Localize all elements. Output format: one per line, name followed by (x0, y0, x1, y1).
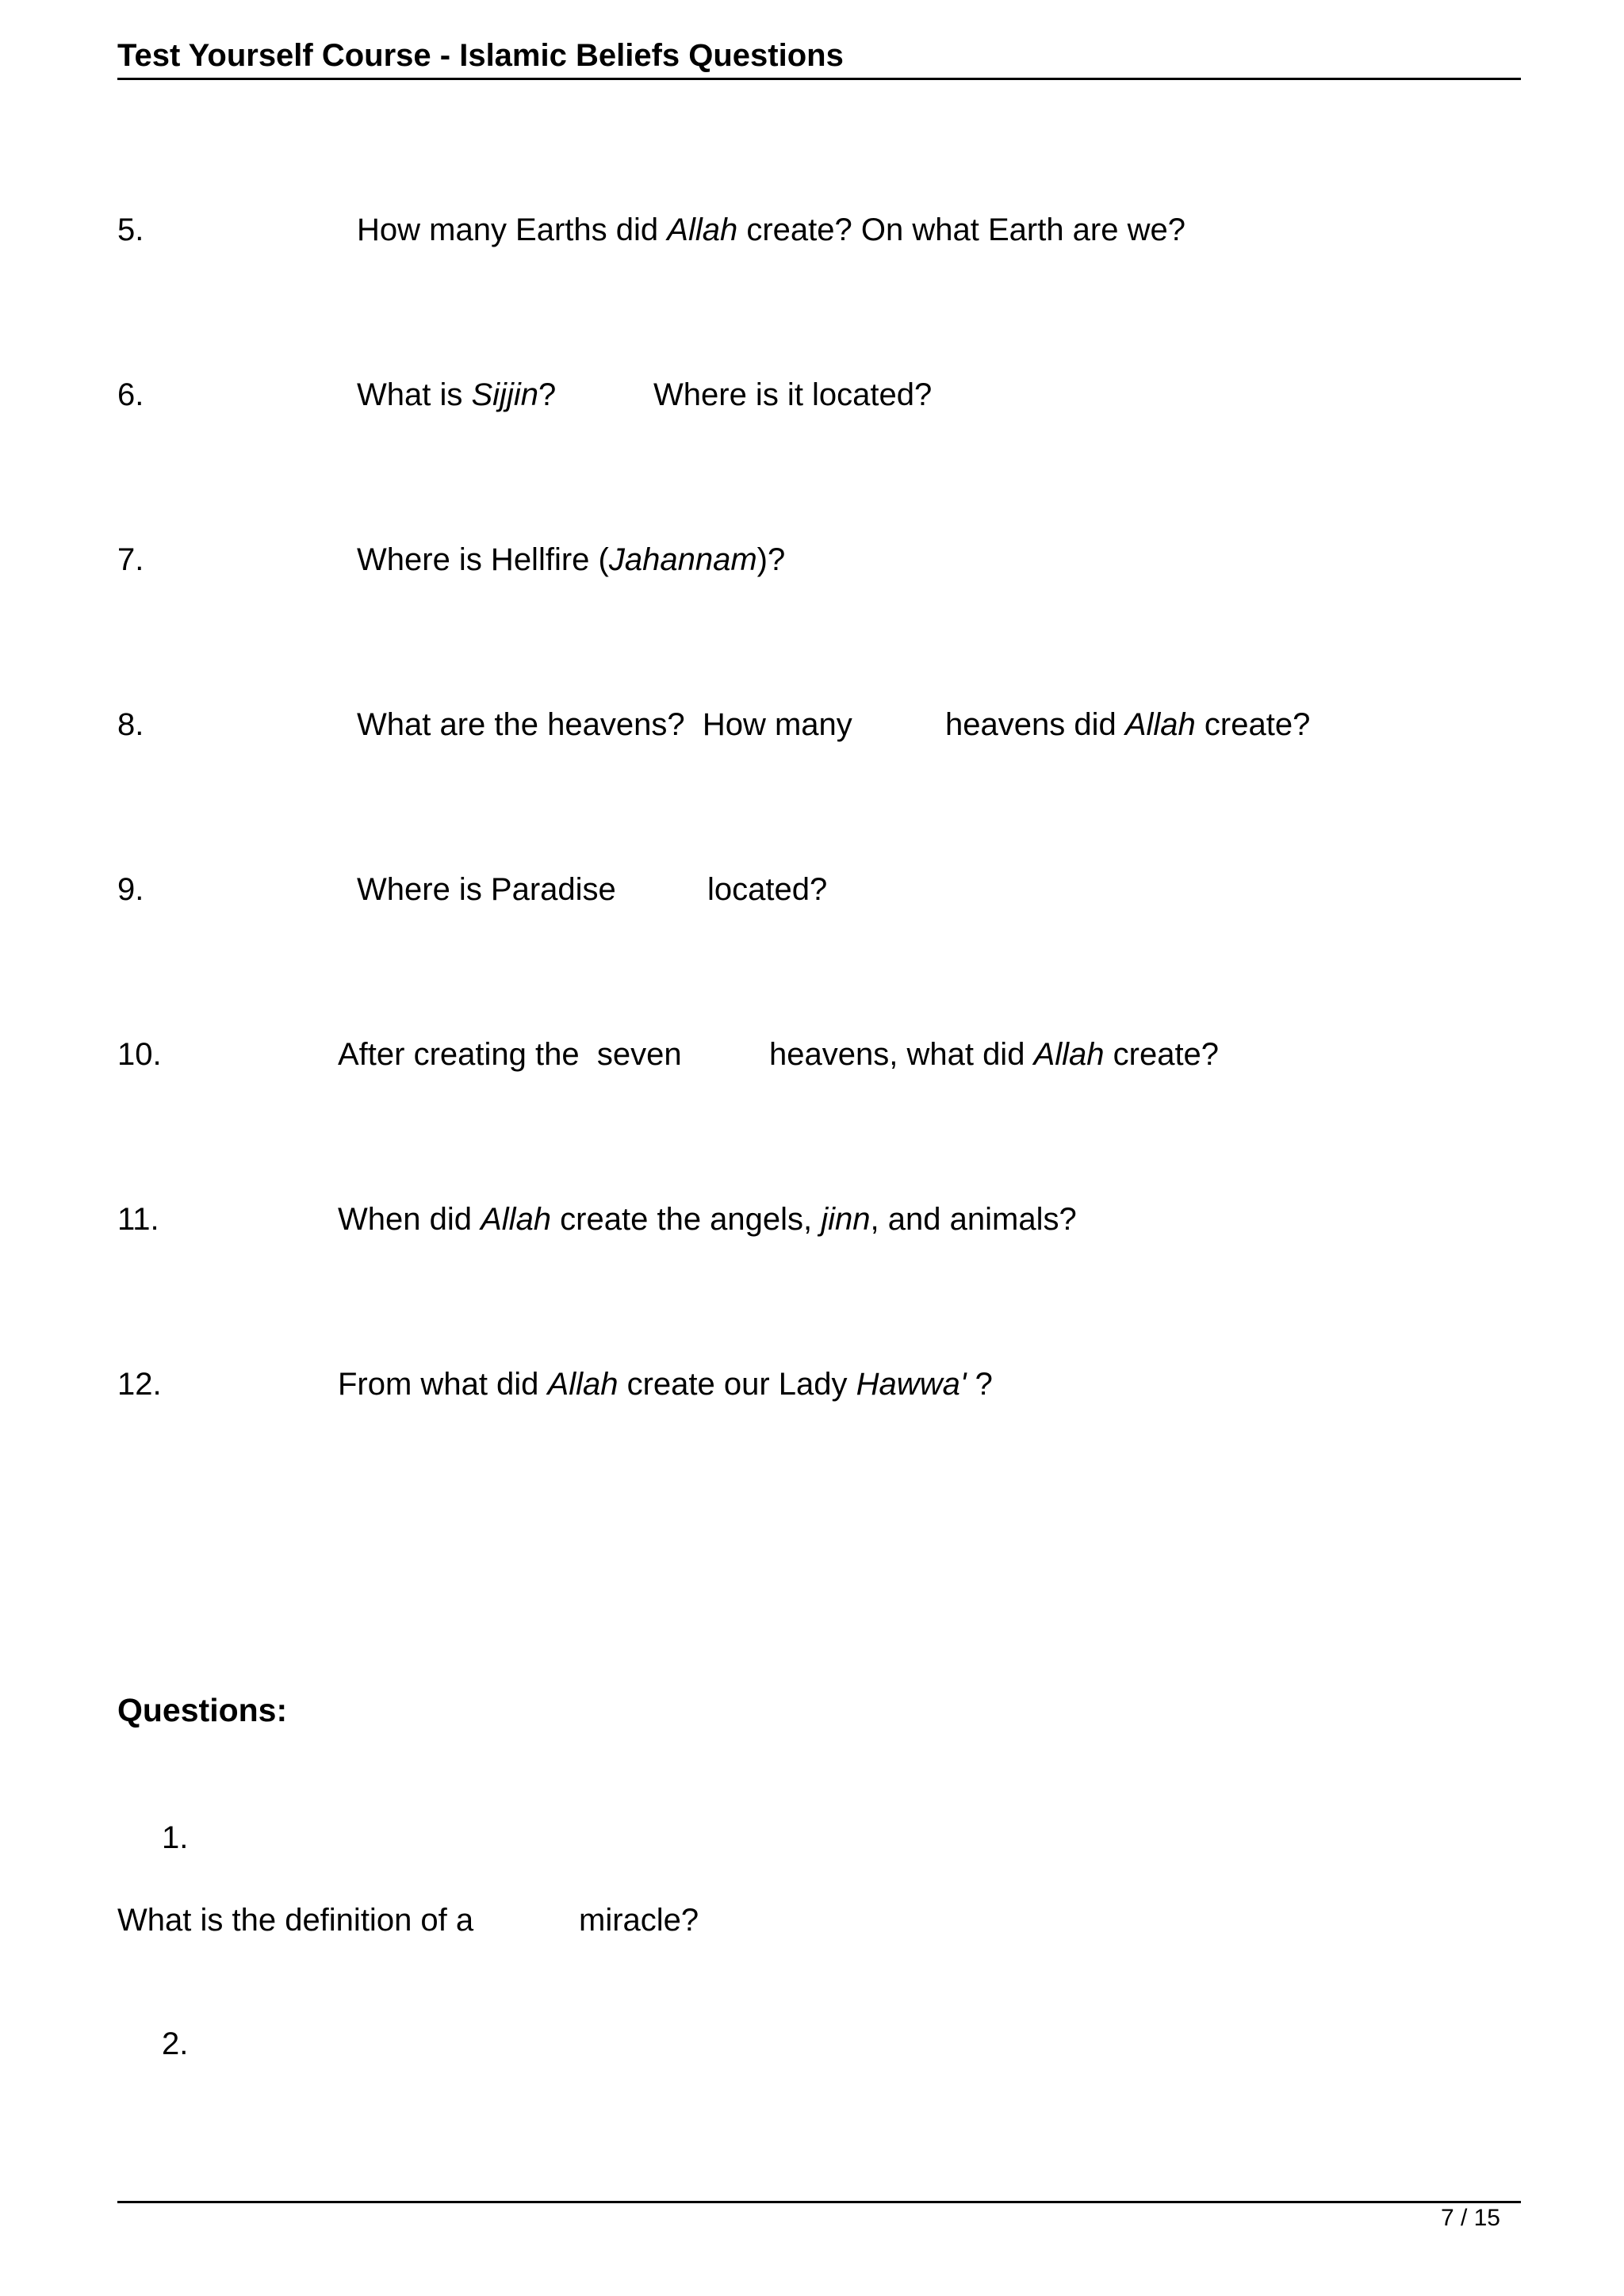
footer-rule (117, 2201, 1521, 2203)
question-text: When did Allah create the angels, jinn, and animals? (338, 1202, 1077, 1237)
question-number: 11. (117, 1202, 159, 1237)
list-item-number: 2. (162, 2026, 189, 2061)
question-text-continued: heavens did Allah create? (945, 707, 1311, 742)
question-number: 9. (117, 872, 144, 907)
question-text: What are the heavens? How many (357, 707, 852, 742)
question-text: From what did Allah create our Lady Hawwa' ? (338, 1367, 993, 1402)
header-rule (117, 78, 1521, 80)
question-number: 6. (117, 377, 144, 412)
section-heading: Questions: (117, 1692, 288, 1728)
question-text: After creating the seven (338, 1037, 682, 1072)
list-item-text-continued: miracle? (579, 1903, 699, 1938)
question-number: 12. (117, 1367, 162, 1402)
question-text-continued: located? (707, 872, 828, 907)
question-number: 10. (117, 1037, 162, 1072)
question-text: Where is Paradise (357, 872, 616, 907)
list-item-text: What is the definition of a (117, 1903, 474, 1938)
question-text-continued: Where is it located? (653, 377, 933, 412)
question-number: 8. (117, 707, 144, 742)
question-number: 5. (117, 212, 144, 247)
question-text-continued: heavens, what did Allah create? (769, 1037, 1220, 1072)
question-text: What is Sijjin? (357, 377, 557, 412)
list-item-number: 1. (162, 1820, 189, 1855)
question-number: 7. (117, 542, 144, 577)
question-text: How many Earths did Allah create? On what Earth are we? (357, 212, 1185, 247)
question-text: Where is Hellfire (Jahannam)? (357, 542, 786, 577)
page-header-title: Test Yourself Course - Islamic Beliefs Questions (117, 38, 844, 73)
page-number: 7 / 15 (1440, 2205, 1500, 2231)
